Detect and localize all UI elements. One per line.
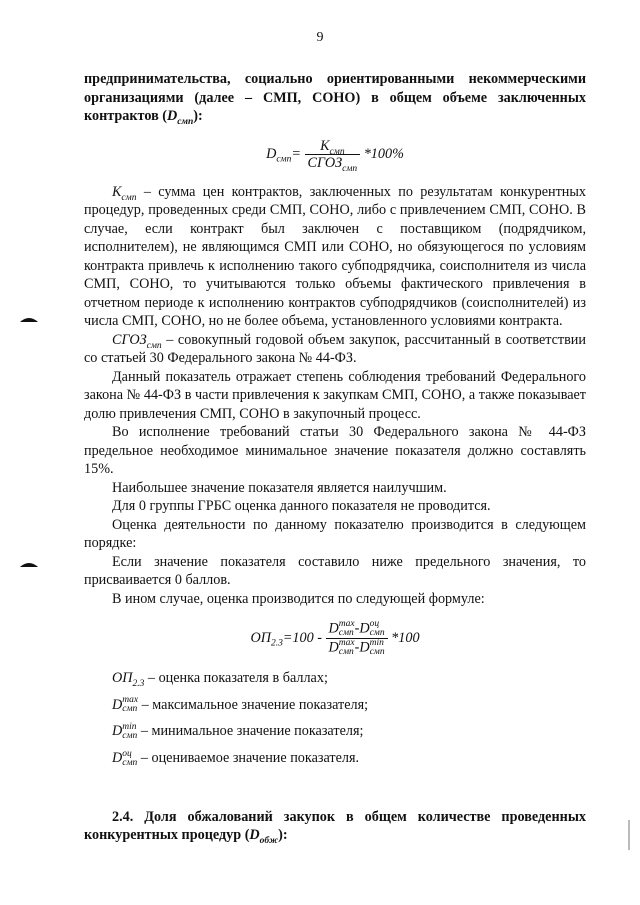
formula-dsmp: $D_{смп}=$ $\frac{K_{смп}}{СГОЗ_{смп}}$ *100% — [266, 137, 404, 174]
paragraph-procedure: Оценка деятельности по данному показателю производится в следующем порядке: — [84, 516, 586, 551]
binding-hole-mark — [20, 314, 38, 322]
definition-ksmp: $К_{смп}$ – сумма цен контрактов, заключенных по результатам конкурентных процедур, проведенных среди СМП, СОНО, либо с привлечением СМП, СОНО. В случае, если контракт был заключен с поставщиком (подрядчиком, исполнителем), не являющимся СМП или СОНО, но обязующегося по условиям контракта привлечь к исполнению такого субподрядчика, соисполнителя из числа СМП, СОНО, то учитываются только объемы фактического привлечения в отчетном периоде к исполнению контрактов субподрядчиков (соисполнителей) из числа СМП, СОНО, но не более объема, установленного условиями контракта. — [84, 183, 586, 329]
intro-paragraph: предпринимательства, социально ориентированными некоммерческими организациями (далее – СМП, СОНО) в общем объеме заключенных контрактов $(D_{смп})$: — [84, 71, 586, 127]
definition-doc: D оц смп – оцениваемое значение показателя. — [112, 748, 360, 768]
paragraph-best-value: Наибольшее значение показателя является наилучшим. — [112, 479, 447, 496]
definition-op23: $ОП_{2.3}$ – оценка показателя в баллах; — [112, 670, 328, 689]
page-number: 9 — [316, 30, 324, 45]
formula-op23: $ОП_{2.3}=100$ - D max смп -D оц смп D max смп -D min смп *100 — [250, 619, 420, 657]
paragraph-threshold: Во исполнение требований статьи 30 Федерального закона № 44-ФЗ предельное необходимое минимальное значение показателя должно составлять 15%. — [84, 424, 586, 477]
formula-fraction: D max смп -D оц смп D max смп -D min смп — [326, 620, 388, 657]
scan-edge-mark — [628, 820, 630, 850]
paragraph-group-zero: Для 0 группы ГРБС оценка данного показателя не проводится. — [112, 498, 491, 514]
section-heading-2-4: 2.4. Доля обжалований закупок в общем количестве проведенных конкурентных процедур $(D_{обж})$: — [84, 808, 586, 847]
formula-fraction: $\frac{K_{смп}}{СГОЗ_{смп}}$ — [305, 138, 361, 171]
definition-dmin: D min смп – минимальное значение показателя; — [112, 721, 364, 741]
paragraph-purpose: Данный показатель отражает степень соблюдения требований Федерального закона № 44-ФЗ в части привлечения к закупкам СМП, СОНО, а также показывает долю привлечения СМП, СОНО в закупочный процесс. — [84, 368, 586, 422]
binding-hole-mark — [20, 559, 38, 567]
document-body — [84, 70, 586, 845]
paragraph-zero-points: Если значение показателя составило ниже предельного значения, то присваивается 0 баллов. — [84, 553, 586, 588]
paragraph-formula-intro: В ином случае, оценка производится по следующей формуле: — [112, 590, 485, 607]
definition-dmax: D max смп – максимальное значение показателя; — [112, 695, 369, 715]
definition-sgoz: $СГОЗ_{смп}$ – совокупный годовой объем закупок, рассчитанный в соответствии со статьей 30 Федерального закона № 44-ФЗ. — [84, 331, 586, 366]
